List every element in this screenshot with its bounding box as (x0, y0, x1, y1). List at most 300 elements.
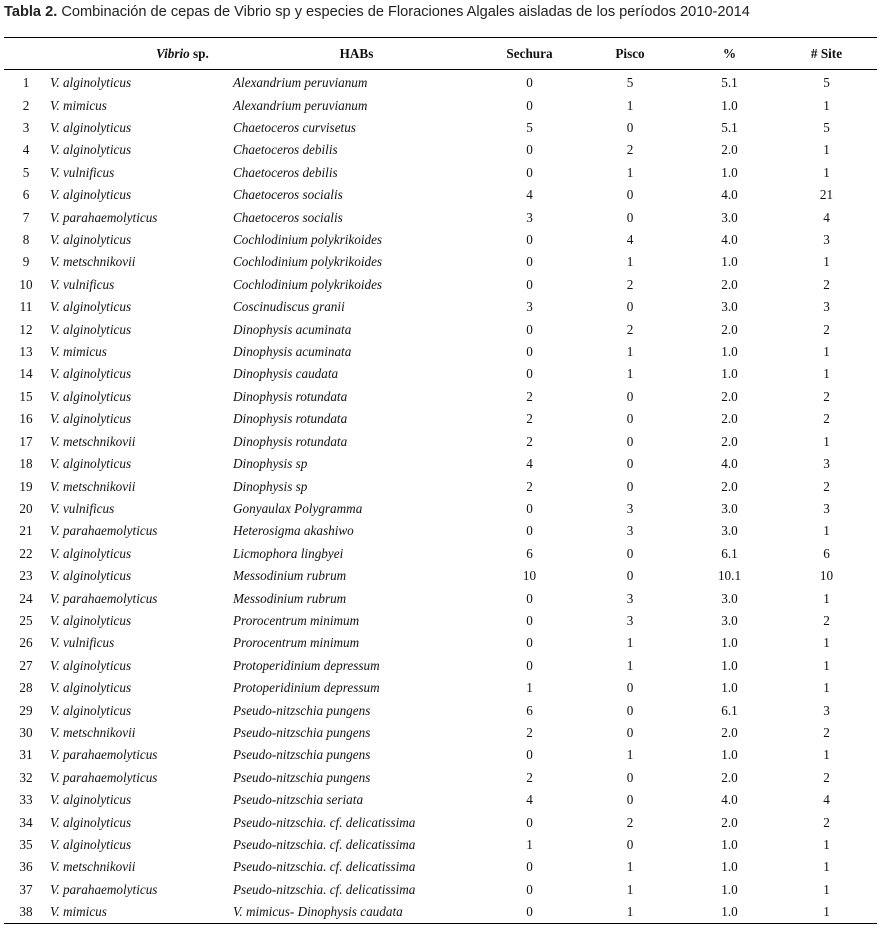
table-row (4, 70, 877, 95)
table-row (4, 901, 877, 924)
row-number: 1 (22, 75, 30, 91)
percent-value: 6.1 (721, 545, 738, 561)
table-row (4, 543, 877, 565)
pisco-count: 1 (626, 97, 634, 113)
vibrio-species: V. vulnificus (50, 276, 115, 292)
table-row (4, 139, 877, 161)
percent-value: 2.0 (721, 411, 738, 427)
table-row (4, 632, 877, 654)
table-row (4, 363, 877, 385)
percent-value: 10.1 (717, 568, 742, 584)
site-count: 5 (823, 75, 830, 91)
sechura-count: 0 (526, 523, 533, 539)
percent-value: 1.0 (721, 904, 738, 920)
hab-species: Protoperidinium depressum (233, 657, 380, 673)
sechura-count: 0 (526, 612, 533, 628)
site-count: 3 (823, 500, 830, 516)
pisco-count: 1 (626, 747, 634, 763)
percent-value: 3.0 (721, 590, 738, 606)
hab-species: Protoperidinium depressum (233, 680, 380, 696)
row-number: 27 (19, 657, 33, 673)
vibrio-species: V. parahaemolyticus (50, 523, 158, 539)
hab-species: Dinophysis rotundata (233, 411, 348, 427)
percent-value: 1.0 (721, 680, 738, 696)
header-row (4, 38, 877, 70)
hab-species: Pseudo-nitzschia. cf. delicatissima (233, 837, 416, 853)
row-number: 18 (19, 456, 33, 472)
sechura-count: 0 (526, 500, 533, 516)
row-number: 22 (19, 545, 33, 561)
pisco-count: 1 (626, 366, 634, 382)
pisco-count: 3 (626, 500, 634, 516)
pisco-count: 2 (626, 276, 634, 292)
hab-species: Chaetoceros curvisetus (233, 120, 356, 136)
sechura-count: 0 (526, 747, 533, 763)
percent-value: 4.0 (721, 187, 738, 203)
pisco-count: 1 (626, 881, 634, 897)
percent-value: 1.0 (721, 164, 738, 180)
percent-value: 2.0 (721, 142, 738, 158)
vibrio-species: V. vulnificus (50, 500, 115, 516)
sechura-count: 0 (526, 590, 533, 606)
row-number: 32 (19, 769, 33, 785)
header-site: # Site (776, 38, 877, 70)
sechura-count: 0 (526, 366, 533, 382)
table-row (4, 677, 877, 699)
table-row (4, 296, 877, 318)
sechura-count: 0 (526, 321, 533, 337)
table-row (4, 453, 877, 475)
percent-value: 5.1 (721, 120, 738, 136)
vibrio-species: V. alginolyticus (50, 366, 132, 382)
percent-value: 2.0 (721, 321, 738, 337)
sechura-count: 5 (526, 120, 533, 136)
header-habs: HABs (231, 38, 482, 70)
pisco-count: 1 (626, 635, 634, 651)
table-row (4, 498, 877, 520)
table-row (4, 206, 877, 228)
row-number: 3 (22, 120, 30, 136)
vibrio-species: V. vulnificus (50, 164, 115, 180)
row-number: 15 (19, 388, 33, 404)
vibrio-species: V. metschnikovii (50, 433, 136, 449)
vibrio-species: V. parahaemolyticus (50, 747, 158, 763)
vibrio-species: V. metschnikovii (50, 254, 136, 270)
vibrio-species: V. mimicus (50, 344, 107, 360)
table-row (4, 744, 877, 766)
hab-species: Gonyaulax Polygramma (233, 500, 363, 516)
hab-species: Chaetoceros socialis (233, 187, 343, 203)
sechura-count: 3 (526, 299, 533, 315)
sechura-count: 0 (526, 164, 533, 180)
row-number: 30 (19, 724, 33, 740)
hab-species: V. mimicus- Dinophysis caudata (233, 904, 403, 920)
pisco-count: 0 (626, 568, 634, 584)
percent-value: 5.1 (721, 75, 738, 91)
table-row (4, 386, 877, 408)
pisco-count: 0 (626, 411, 634, 427)
percent-value: 1.0 (721, 635, 738, 651)
pisco-count: 1 (626, 254, 634, 270)
table-row (4, 184, 877, 206)
table-body (4, 70, 877, 924)
site-count: 1 (823, 523, 830, 539)
vibrio-species: V. mimicus (50, 97, 107, 113)
site-count: 2 (823, 769, 830, 785)
vibrio-species: V. alginolyticus (50, 120, 132, 136)
pisco-count: 0 (626, 209, 634, 225)
pisco-count: 0 (626, 792, 634, 808)
percent-value: 2.0 (721, 478, 738, 494)
caption-label: Tabla 2. (4, 4, 58, 20)
percent-value: 3.0 (721, 209, 738, 225)
vibrio-species: V. parahaemolyticus (50, 590, 158, 606)
sechura-count: 2 (526, 388, 533, 404)
hab-species: Pseudo-nitzschia pungens (233, 769, 371, 785)
percent-value: 2.0 (721, 769, 738, 785)
site-count: 3 (823, 702, 830, 718)
hab-species: Chaetoceros debilis (233, 164, 338, 180)
vibrio-species: V. metschnikovii (50, 724, 136, 740)
vibrio-species: V. alginolyticus (50, 792, 132, 808)
percent-value: 1.0 (721, 859, 738, 875)
sechura-count: 2 (526, 769, 533, 785)
sechura-count: 0 (526, 635, 533, 651)
table-row (4, 811, 877, 833)
sechura-count: 0 (526, 254, 533, 270)
site-count: 1 (823, 747, 830, 763)
pisco-count: 0 (626, 120, 634, 136)
pisco-count: 0 (626, 724, 634, 740)
hab-species: Dinophysis rotundata (233, 433, 348, 449)
site-count: 1 (823, 657, 830, 673)
table-row (4, 655, 877, 677)
pisco-count: 2 (626, 321, 634, 337)
table-row (4, 341, 877, 363)
vibrio-species: V. alginolyticus (50, 814, 132, 830)
site-count: 2 (823, 478, 830, 494)
row-number: 8 (22, 232, 30, 248)
row-number: 37 (19, 881, 33, 897)
pisco-count: 0 (626, 388, 634, 404)
pisco-count: 3 (626, 590, 634, 606)
site-count: 1 (823, 433, 830, 449)
header-vibrio-rest: sp. (189, 45, 209, 61)
site-count: 2 (823, 321, 830, 337)
hab-species: Dinophysis sp (233, 456, 308, 472)
hab-species: Dinophysis acuminata (233, 344, 352, 360)
vibrio-species: V. alginolyticus (50, 75, 132, 91)
site-count: 6 (823, 545, 830, 561)
table-row (4, 587, 877, 609)
site-count: 2 (823, 411, 830, 427)
percent-value: 1.0 (721, 837, 738, 853)
sechura-count: 0 (526, 97, 533, 113)
sechura-count: 2 (526, 724, 533, 740)
site-count: 2 (823, 388, 830, 404)
sechura-count: 0 (526, 232, 533, 248)
row-number: 21 (19, 523, 33, 539)
hab-species: Pseudo-nitzschia pungens (233, 747, 371, 763)
percent-value: 2.0 (721, 814, 738, 830)
percent-value: 2.0 (721, 276, 738, 292)
site-count: 2 (823, 814, 830, 830)
table-row (4, 431, 877, 453)
row-number: 2 (22, 97, 30, 113)
hab-species: Dinophysis rotundata (233, 388, 348, 404)
table-row (4, 318, 877, 340)
vibrio-species: V. alginolyticus (50, 388, 132, 404)
hab-species: Cochlodinium polykrikoides (233, 254, 383, 270)
vibrio-species: V. parahaemolyticus (50, 209, 158, 225)
row-number: 13 (19, 344, 33, 360)
pisco-count: 0 (626, 702, 634, 718)
header-number (4, 38, 48, 70)
hab-species: Alexandrium peruvianum (233, 75, 368, 91)
pisco-count: 5 (626, 75, 634, 91)
table-row (4, 229, 877, 251)
sechura-count: 0 (526, 814, 533, 830)
sechura-count: 0 (526, 657, 533, 673)
vibrio-species: V. alginolyticus (50, 299, 132, 315)
table-row (4, 565, 877, 587)
row-number: 23 (19, 568, 33, 584)
vibrio-species: V. alginolyticus (50, 321, 132, 337)
sechura-count: 0 (526, 142, 533, 158)
row-number: 7 (22, 209, 30, 225)
percent-value: 1.0 (721, 254, 738, 270)
pisco-count: 1 (626, 904, 634, 920)
sechura-count: 4 (526, 187, 533, 203)
percent-value: 1.0 (721, 366, 738, 382)
pisco-count: 0 (626, 187, 634, 203)
row-number: 4 (22, 142, 30, 158)
percent-value: 2.0 (721, 388, 738, 404)
pisco-count: 0 (626, 456, 634, 472)
percent-value: 3.0 (721, 612, 738, 628)
site-count: 1 (823, 366, 830, 382)
sechura-count: 2 (526, 411, 533, 427)
vibrio-species: V. alginolyticus (50, 568, 132, 584)
table-row (4, 767, 877, 789)
table-row (4, 274, 877, 296)
row-number: 10 (19, 276, 33, 292)
pisco-count: 4 (626, 232, 634, 248)
site-count: 2 (823, 724, 830, 740)
vibrio-species: V. alginolyticus (50, 702, 132, 718)
table-row (4, 117, 877, 139)
sechura-count: 0 (526, 344, 533, 360)
percent-value: 4.0 (721, 232, 738, 248)
site-count: 1 (823, 881, 830, 897)
pisco-count: 0 (626, 433, 634, 449)
percent-value: 3.0 (721, 299, 738, 315)
table-row (4, 94, 877, 116)
site-count: 1 (823, 635, 830, 651)
pisco-count: 1 (626, 164, 634, 180)
row-number: 17 (19, 433, 33, 449)
row-number: 11 (19, 299, 33, 315)
site-count: 3 (823, 456, 830, 472)
sechura-count: 1 (526, 680, 533, 696)
row-number: 33 (19, 792, 33, 808)
table-row (4, 856, 877, 878)
pisco-count: 1 (626, 344, 634, 360)
hab-species: Cochlodinium polykrikoides (233, 276, 383, 292)
row-number: 20 (19, 500, 33, 516)
site-count: 1 (823, 254, 830, 270)
percent-value: 1.0 (721, 881, 738, 897)
site-count: 10 (819, 568, 834, 584)
site-count: 4 (823, 209, 830, 225)
row-number: 12 (19, 321, 33, 337)
percent-value: 1.0 (721, 747, 738, 763)
row-number: 28 (19, 680, 33, 696)
header-sechura: Sechura (482, 38, 577, 70)
pisco-count: 0 (626, 680, 634, 696)
vibrio-species: V. alginolyticus (50, 456, 132, 472)
site-count: 2 (823, 612, 830, 628)
percent-value: 1.0 (721, 657, 738, 673)
hab-species: Dinophysis caudata (233, 366, 339, 382)
sechura-count: 0 (526, 859, 533, 875)
vibrio-species: V. alginolyticus (50, 680, 132, 696)
pisco-count: 3 (626, 523, 634, 539)
row-number: 35 (19, 837, 33, 853)
sechura-count: 2 (526, 433, 533, 449)
vibrio-species: V. alginolyticus (50, 142, 132, 158)
header-vibrio (48, 38, 231, 70)
site-count: 2 (823, 276, 830, 292)
row-number: 5 (22, 164, 30, 180)
site-count: 3 (823, 232, 830, 248)
hab-species: Pseudo-nitzschia pungens (233, 702, 371, 718)
sechura-count: 1 (526, 837, 533, 853)
hab-species: Pseudo-nitzschia seriata (233, 792, 364, 808)
vibrio-species: V. parahaemolyticus (50, 881, 158, 897)
caption-text: Combinación de cepas de Vibrio sp y especies de Floraciones Algales aisladas de los períodos 2010-2014 (57, 4, 750, 20)
vibrio-species: V. metschnikovii (50, 478, 136, 494)
sechura-count: 3 (526, 209, 533, 225)
row-number: 36 (19, 859, 33, 875)
vibrio-species: V. mimicus (50, 904, 107, 920)
hab-species: Messodinium rubrum (233, 568, 347, 584)
pisco-count: 0 (626, 545, 634, 561)
sechura-count: 4 (526, 792, 533, 808)
sechura-count: 0 (526, 904, 533, 920)
header-percent: % (683, 38, 776, 70)
vibrio-species: V. alginolyticus (50, 232, 132, 248)
site-count: 3 (823, 299, 830, 315)
pisco-count: 2 (626, 814, 634, 830)
hab-species: Chaetoceros socialis (233, 209, 343, 225)
hab-species: Coscinudiscus granii (233, 299, 345, 315)
hab-species: Pseudo-nitzschia pungens (233, 724, 371, 740)
row-number: 14 (19, 366, 33, 382)
table-row (4, 475, 877, 497)
sechura-count: 4 (526, 456, 533, 472)
row-number: 26 (19, 635, 33, 651)
vibrio-species: V. alginolyticus (50, 545, 132, 561)
percent-value: 3.0 (721, 523, 738, 539)
hab-species: Dinophysis acuminata (233, 321, 352, 337)
table-row (4, 722, 877, 744)
row-number: 9 (22, 254, 30, 270)
site-count: 5 (823, 120, 830, 136)
table-row (4, 610, 877, 632)
table-row (4, 162, 877, 184)
site-count: 1 (823, 904, 830, 920)
site-count: 1 (823, 164, 830, 180)
pisco-count: 1 (626, 657, 634, 673)
percent-value: 3.0 (721, 500, 738, 516)
header-vibrio-italic: Vibrio (156, 45, 190, 61)
hab-species: Prorocentrum minimum (233, 635, 360, 651)
sechura-count: 2 (526, 478, 533, 494)
row-number: 16 (19, 411, 33, 427)
percent-value: 2.0 (721, 724, 738, 740)
pisco-count: 0 (626, 478, 634, 494)
site-count: 1 (823, 859, 830, 875)
vibrio-species: V. alginolyticus (50, 612, 132, 628)
pisco-count: 3 (626, 612, 634, 628)
row-number: 34 (19, 814, 33, 830)
pisco-count: 0 (626, 299, 634, 315)
site-count: 21 (819, 187, 834, 203)
hab-species: Pseudo-nitzschia. cf. delicatissima (233, 814, 416, 830)
hab-species: Chaetoceros debilis (233, 142, 338, 158)
percent-value: 6.1 (721, 702, 738, 718)
sechura-count: 0 (526, 75, 533, 91)
hab-species: Pseudo-nitzschia. cf. delicatissima (233, 859, 416, 875)
pisco-count: 1 (626, 859, 634, 875)
row-number: 24 (19, 590, 33, 606)
vibrio-species: V. metschnikovii (50, 859, 136, 875)
vibrio-species: V. alginolyticus (50, 187, 132, 203)
hab-species: Prorocentrum minimum (233, 612, 360, 628)
site-count: 1 (823, 680, 830, 696)
site-count: 1 (823, 344, 830, 360)
table-caption (4, 4, 884, 20)
pisco-count: 0 (626, 769, 634, 785)
hab-species: Pseudo-nitzschia. cf. delicatissima (233, 881, 416, 897)
hab-species: Licmophora lingbyei (233, 545, 344, 561)
site-count: 4 (823, 792, 830, 808)
table-row (4, 789, 877, 811)
percent-value: 1.0 (721, 344, 738, 360)
sechura-count: 10 (522, 568, 537, 584)
vibrio-species: V. alginolyticus (50, 837, 132, 853)
hab-species: Dinophysis sp (233, 478, 308, 494)
sechura-count: 0 (526, 881, 533, 897)
table-row (4, 699, 877, 721)
table-row (4, 879, 877, 901)
row-number: 25 (19, 612, 33, 628)
percent-value: 4.0 (721, 456, 738, 472)
pisco-count: 0 (626, 837, 634, 853)
row-number: 19 (19, 478, 33, 494)
data-table (4, 37, 877, 924)
row-number: 29 (19, 702, 33, 718)
hab-species: Cochlodinium polykrikoides (233, 232, 383, 248)
site-count: 1 (823, 97, 830, 113)
percent-value: 1.0 (721, 97, 738, 113)
vibrio-species: V. parahaemolyticus (50, 769, 158, 785)
percent-value: 2.0 (721, 433, 738, 449)
vibrio-species: V. alginolyticus (50, 657, 132, 673)
row-number: 6 (22, 187, 30, 203)
sechura-count: 6 (526, 702, 533, 718)
